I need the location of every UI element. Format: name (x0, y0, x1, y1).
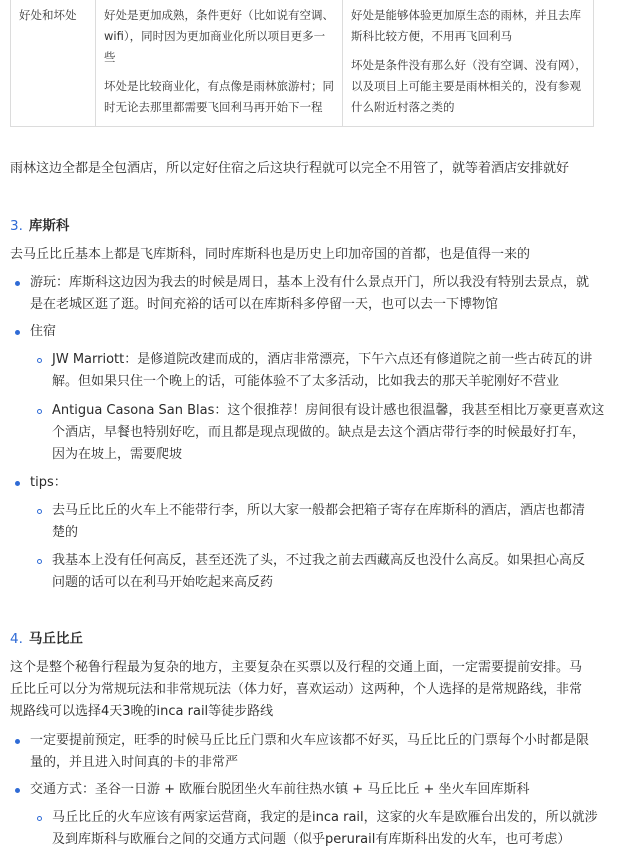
list-item-booking-line1: 一定要提前预定，旺季的时候马丘比丘门票和火车应该都不好买，马丘比丘的门票每个小时都是限 (30, 733, 590, 748)
table-cell-label (11, 0, 96, 127)
option-a-pros: 好处是更加成熟，条件更好（比如说有空调、wifi），同时因为更加商业化所以项目更多一些 (104, 8, 334, 64)
list-item-jw-line2: 解。但如果只住一个晚上的话，可能体验不了太多活动，比如我去的那天羊驼刚好不营业 (52, 374, 560, 389)
sub-bullet-icon (37, 816, 42, 821)
bullet-icon (15, 330, 20, 335)
list-item-booking-line2: 量的，并且进入时间真的卡的非常严 (30, 755, 239, 770)
sub-bullet-icon (37, 358, 42, 363)
option-b-pros: 好处是能够体验更加原生态的雨林，并且去库斯科比较方便，不用再飞回利马 (351, 8, 581, 43)
option-a-cons: 坏处是比较商业化，有点像是雨林旅游村；同时无论去那里都需要飞回利马再开始下一程 (104, 79, 334, 114)
section-intro: 去马丘比丘基本上都是飞库斯科，同时库斯科也是历史上印加帝国的首都，也是值得一来的 (10, 247, 531, 262)
list-item-tip1-line2: 楚的 (52, 525, 79, 540)
list-item-play-line1: 游玩：库斯科这边因为我去的时候是周日，基本上没有什么景点开门，所以我没有特别去景点，就 (30, 275, 590, 290)
option-b-cons: 坏处是条件没有那么好（没有空调、没有网），以及项目上可能主要是雨林相关的，没有参观什么附近村落之类的 (351, 58, 587, 114)
section-title: 库斯科 (28, 218, 70, 234)
bullet-icon (15, 788, 20, 793)
section-intro-line3: 规路线可以选择4天3晚的inca rail等徒步路线 (10, 704, 274, 719)
sub-bullet-icon (37, 559, 42, 564)
section-heading-cusco (10, 215, 69, 237)
list-item-tips: tips： (30, 475, 67, 490)
list-item-tip2-line2: 问题的话可以在利马开始吃起来高反药 (52, 575, 274, 590)
sub-bullet-icon (37, 509, 42, 514)
comparison-table (10, 0, 594, 127)
section-number: 4. (10, 631, 23, 647)
section-intro-line2: 丘比丘可以分为常规玩法和非常规玩法（体力好，喜欢运动）这两种，个人选择的是常规路线，非常 (10, 682, 583, 697)
bullet-icon (15, 281, 20, 286)
section-heading-machu-picchu (10, 628, 83, 650)
sub-bullet-icon (37, 409, 42, 414)
bullet-icon (15, 481, 20, 486)
list-item-transport: 交通方式：圣谷一日游 + 欧雁台脱团坐火车前往热水镇 + 马丘比丘 + 坐火车回库斯科 (30, 782, 530, 797)
list-item-tip1-line1: 去马丘比丘的火车上不能带行李，所以大家一般都会把箱子寄存在库斯科的酒店，酒店也都清 (52, 503, 586, 518)
table-cell-option-a (96, 0, 343, 127)
list-item-stay: 住宿 (30, 324, 57, 339)
row-label: 好处和坏处 (19, 8, 77, 22)
list-item-train-line1: 马丘比丘的火车应该有两家运营商，我定的是inca rail，这家的火车是欧雁台出发的，所以就涉 (52, 810, 598, 825)
rainforest-note: 雨林这边全都是全包酒店，所以定好住宿之后这块行程就可以完全不用管了，就等着酒店安排就好 (10, 161, 570, 176)
bullet-icon (15, 739, 20, 744)
table-row (11, 0, 594, 127)
list-item-casona-line1: Antigua Casona San Blas：这个很推荐！房间很有设计感也很温馨，我甚至相比万豪更喜欢这 (52, 403, 605, 418)
list-item-tip2-line1: 我基本上没有任何高反，甚至还洗了头，不过我之前去西藏高反也没什么高反。如果担心高反 (52, 553, 586, 568)
section-title: 马丘比丘 (28, 631, 83, 647)
section-number: 3. (10, 218, 23, 234)
list-item-play-line2: 是在老城区逛了逛。时间充裕的话可以在库斯科多停留一天，也可以去一下博物馆 (30, 297, 499, 312)
list-item-train-line2: 及到库斯科与欧雁台之间的交通方式问题（似乎perurail有库斯科出发的火车，也可考虑） (52, 832, 571, 847)
list-item-casona-line3: 因为在坡上，需要爬坡 (52, 447, 183, 462)
list-item-jw-line1: JW Marriott：是修道院改建而成的，酒店非常漂亮，下午六点还有修道院之前一些古砖瓦的讲 (52, 352, 593, 367)
section-intro-line1: 这个是整个秘鲁行程最为复杂的地方，主要复杂在买票以及行程的交通上面，一定需要提前安排。马 (10, 660, 583, 675)
table-cell-option-b (343, 0, 594, 127)
list-item-casona-line2: 个酒店，早餐也特别好吃，而且都是现点现做的。缺点是去这个酒店带行李的时候最好打车， (52, 425, 586, 440)
